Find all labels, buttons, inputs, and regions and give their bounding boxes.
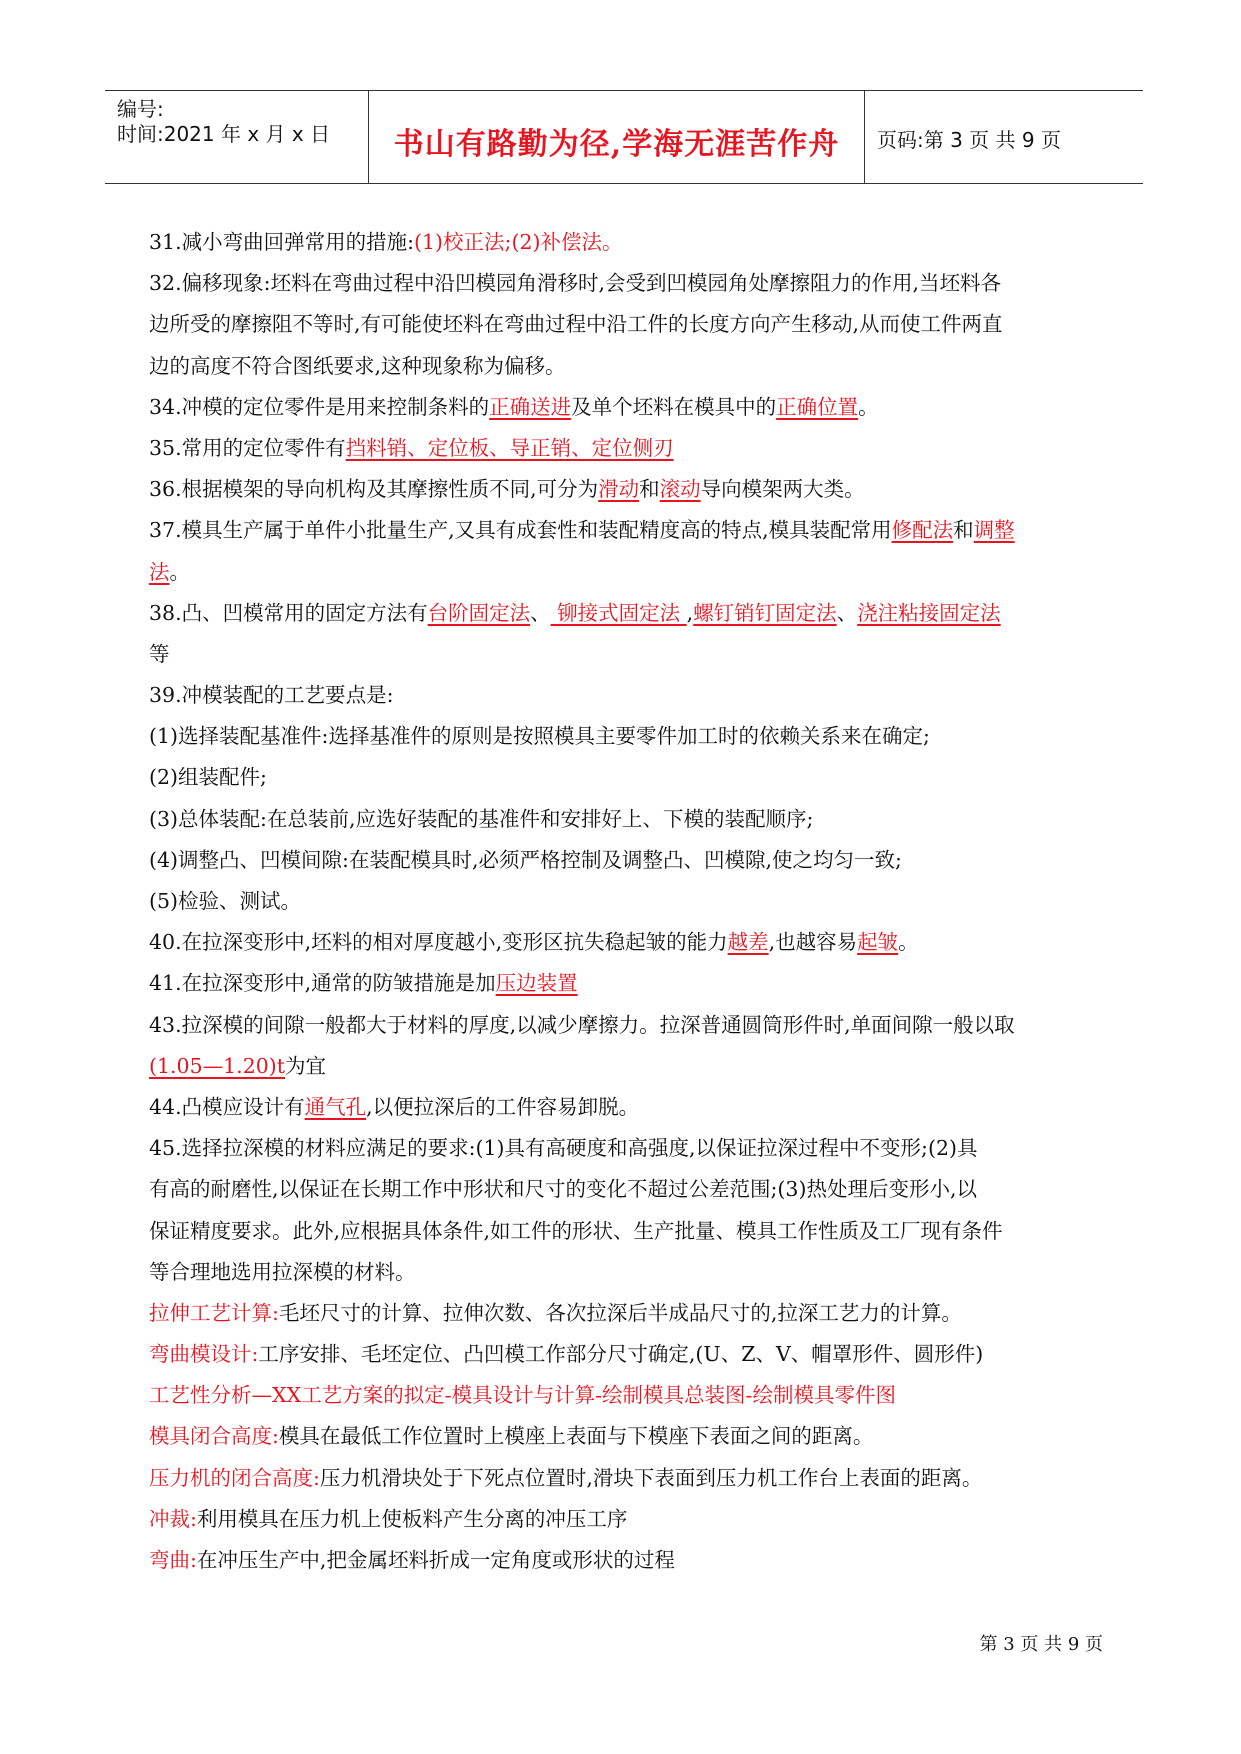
underlined-answer: 挡料销、定位板、导正销、定位侧刃 [345,435,674,460]
text-segment: 有高的耐磨性,以保证在长期工作中形状和尺寸的变化不超过公差范围;(3)热处理后变形小,以 [149,1177,977,1202]
document-time-label: 时间:2021 年 x 月 x 日 [117,122,331,146]
underlined-answer: 修配法 [891,518,954,543]
text-line [149,881,1099,922]
text-line [149,1499,1099,1540]
underlined-answer: 滚动 [659,477,701,502]
text-segment: 40.在拉深变形中,坯料的相对厚度越小,变形区抗失稳起皱的能力 [149,930,728,955]
text-segment: 工序安排、毛坯定位、凸凹模工作部分尺寸确定,(U、Z、V、帽罩形件、圆形件) [258,1342,984,1367]
text-line [149,1252,1099,1293]
text-segment: (1)选择装配基准件:选择基准件的原则是按照模具主要零件加工时的依赖关系来在确定; [149,724,930,749]
text-segment: 。 [898,930,919,955]
text-line [149,387,1099,428]
text-segment: (5)检验、测试。 [149,889,302,913]
text-line [149,634,1099,675]
text-segment: 毛坯尺寸的计算、拉伸次数、各次拉深后半成品尺寸的,拉深工艺力的计算。 [278,1300,962,1325]
text-segment: 38.凸、凹模常用的固定方法有 [149,600,428,625]
text-segment: 41.在拉深变形中,通常的防皱措施是加 [149,971,496,996]
underlined-answer: 越差 [727,930,769,955]
text-segment: 43.拉深模的间隙一般都大于材料的厚度,以减少摩擦力。拉深普通圆筒形件时,单面间隙一般以取 [149,1012,1015,1037]
text-segment: 44.凸模应设计有 [149,1094,305,1119]
highlighted-term: 压力机的闭合高度: [149,1465,320,1490]
text-segment: 。 [169,559,190,584]
text-segment: 45.选择拉深模的材料应满足的要求:(1)具有高硬度和高强度,以保证拉深过程中不变形;(2)具 [149,1136,978,1161]
text-segment: (2)组装配件; [149,765,267,790]
highlighted-term: 模具闭合高度: [149,1424,279,1449]
text-segment: 。 [858,394,879,419]
text-segment: 35.常用的定位零件有 [149,435,346,460]
text-segment: 保证精度要求。此外,应根据具体条件,如工件的形状、生产批量、模具工作性质及工厂现有条件 [149,1218,1003,1243]
underlined-answer: 滑动 [598,477,640,502]
text-segment: (3)总体装配:在总装前,应选好装配的基准件和安排好上、下模的装配顺序; [149,806,814,831]
text-segment: 及单个坯料在模具中的 [571,394,777,419]
text-segment: 等 [149,641,170,666]
header-page-cell [865,91,1143,183]
text-line [149,757,1099,798]
highlighted-term: 冲裁: [149,1506,197,1531]
text-segment: , [686,600,694,625]
underlined-answer: 台阶固定法 [427,600,531,625]
highlighted-term: 工艺性分析—XX工艺方案的拟定-模具设计与计算-绘制模具总装图-绘制模具零件图 [149,1383,896,1408]
text-line [149,510,1099,551]
text-line [149,428,1099,469]
underlined-answer: 正确位置 [776,394,859,419]
text-segment: 37.模具生产属于单件小批量生产,又具有成套性和装配精度高的特点,模具装配常用 [149,518,892,543]
text-segment: 、 [836,600,858,625]
text-segment: 等合理地选用拉深模的材料。 [149,1259,416,1284]
text-line [149,675,1099,716]
text-line [149,1334,1099,1375]
text-segment: 边的高度不符合图纸要求,这种现象称为偏移。 [149,353,566,378]
underlined-answer: 起皱 [857,930,899,955]
text-segment: 为宜 [285,1053,327,1078]
text-segment: (4)调整凸、凹模间隙:在装配模具时,必须严格控制及调整凸、凹模隙,使之均匀一致; [149,847,902,872]
text-segment: 压力机滑块处于下死点位置时,滑块下表面到压力机工作台上表面的距离。 [319,1465,983,1490]
highlighted-term: (1)校正法;(2)补偿法。 [414,230,623,254]
text-segment: 模具在最低工作位置时上模座上表面与下模座下表面之间的距离。 [278,1424,874,1449]
text-segment: 31.减小弯曲回弹常用的措施: [149,230,415,254]
text-segment: 36.根据模架的导向机构及其摩擦性质不同,可分为 [149,477,599,502]
text-line [149,1458,1099,1499]
document-body [149,222,1099,1581]
underlined-answer: 铆接式固定法 [550,600,687,625]
motto-text: 书山有路勤为径,学海无涯苦作舟 [393,127,840,162]
text-line [149,840,1099,881]
text-segment: ,以便拉深后的工件容易卸脱。 [366,1094,640,1119]
highlighted-term: 弯曲: [149,1548,197,1572]
text-segment: 导向模架两大类。 [700,477,865,502]
text-segment: 39.冲模装配的工艺要点是: [149,683,394,708]
header-meta-cell [105,91,369,183]
text-line [149,1169,1099,1210]
text-segment: 在冲压生产中,把金属坯料折成一定角度或形状的过程 [196,1548,675,1572]
text-segment: 边所受的摩擦阻不等时,有可能使坯料在弯曲过程中沿工件的长度方向产生移动,从而使工件两直 [149,312,1003,337]
highlighted-term: 拉伸工艺计算: [149,1300,279,1325]
header-motto-cell [369,91,865,183]
page-number-label: 页码:第 3 页 共 9 页 [877,128,1061,152]
text-line [149,1087,1099,1128]
underlined-answer: 通气孔 [304,1094,367,1119]
text-line [149,304,1099,345]
text-line [149,346,1099,387]
text-line [149,263,1099,304]
underlined-answer: (1.05—1.20)t [149,1053,286,1078]
text-segment: 利用模具在压力机上使板料产生分离的冲压工序 [196,1506,628,1531]
text-segment: ,也越容易 [768,930,858,955]
text-line [149,1128,1099,1169]
text-segment: 、 [530,600,551,625]
text-line [149,1416,1099,1457]
underlined-answer: 压边装置 [495,971,578,996]
text-segment: 和 [639,477,660,502]
underlined-answer: 正确送进 [489,394,572,419]
underlined-answer: 螺钉销钉固定法 [693,600,837,625]
text-line [149,1540,1099,1581]
text-segment: 32.偏移现象:坯料在弯曲过程中沿凹模园角滑移时,会受到凹模园角处摩擦阻力的作用,当坯料各 [149,271,1002,296]
page-footer: 第 3 页 共 9 页 [979,1634,1103,1655]
text-line [149,1211,1099,1252]
text-line [149,1046,1099,1087]
text-line [149,799,1099,840]
text-line [149,716,1099,757]
text-line [149,222,1099,263]
underlined-answer: 调整 [973,518,1015,543]
text-line [149,1293,1099,1334]
text-segment: 和 [953,518,974,543]
text-line [149,552,1099,593]
underlined-answer: 浇注粘接固定法 [857,600,1001,625]
text-line [149,593,1099,634]
text-line [149,963,1099,1004]
text-line [149,1005,1099,1046]
highlighted-term: 弯曲模设计: [149,1342,259,1367]
text-line [149,1375,1099,1416]
document-number-label: 编号: [117,97,164,121]
text-segment: 34.冲模的定位零件是用来控制条料的 [149,394,490,419]
text-line [149,922,1099,963]
document-header [105,90,1143,184]
text-line [149,469,1099,510]
underlined-answer: 法 [149,559,170,584]
